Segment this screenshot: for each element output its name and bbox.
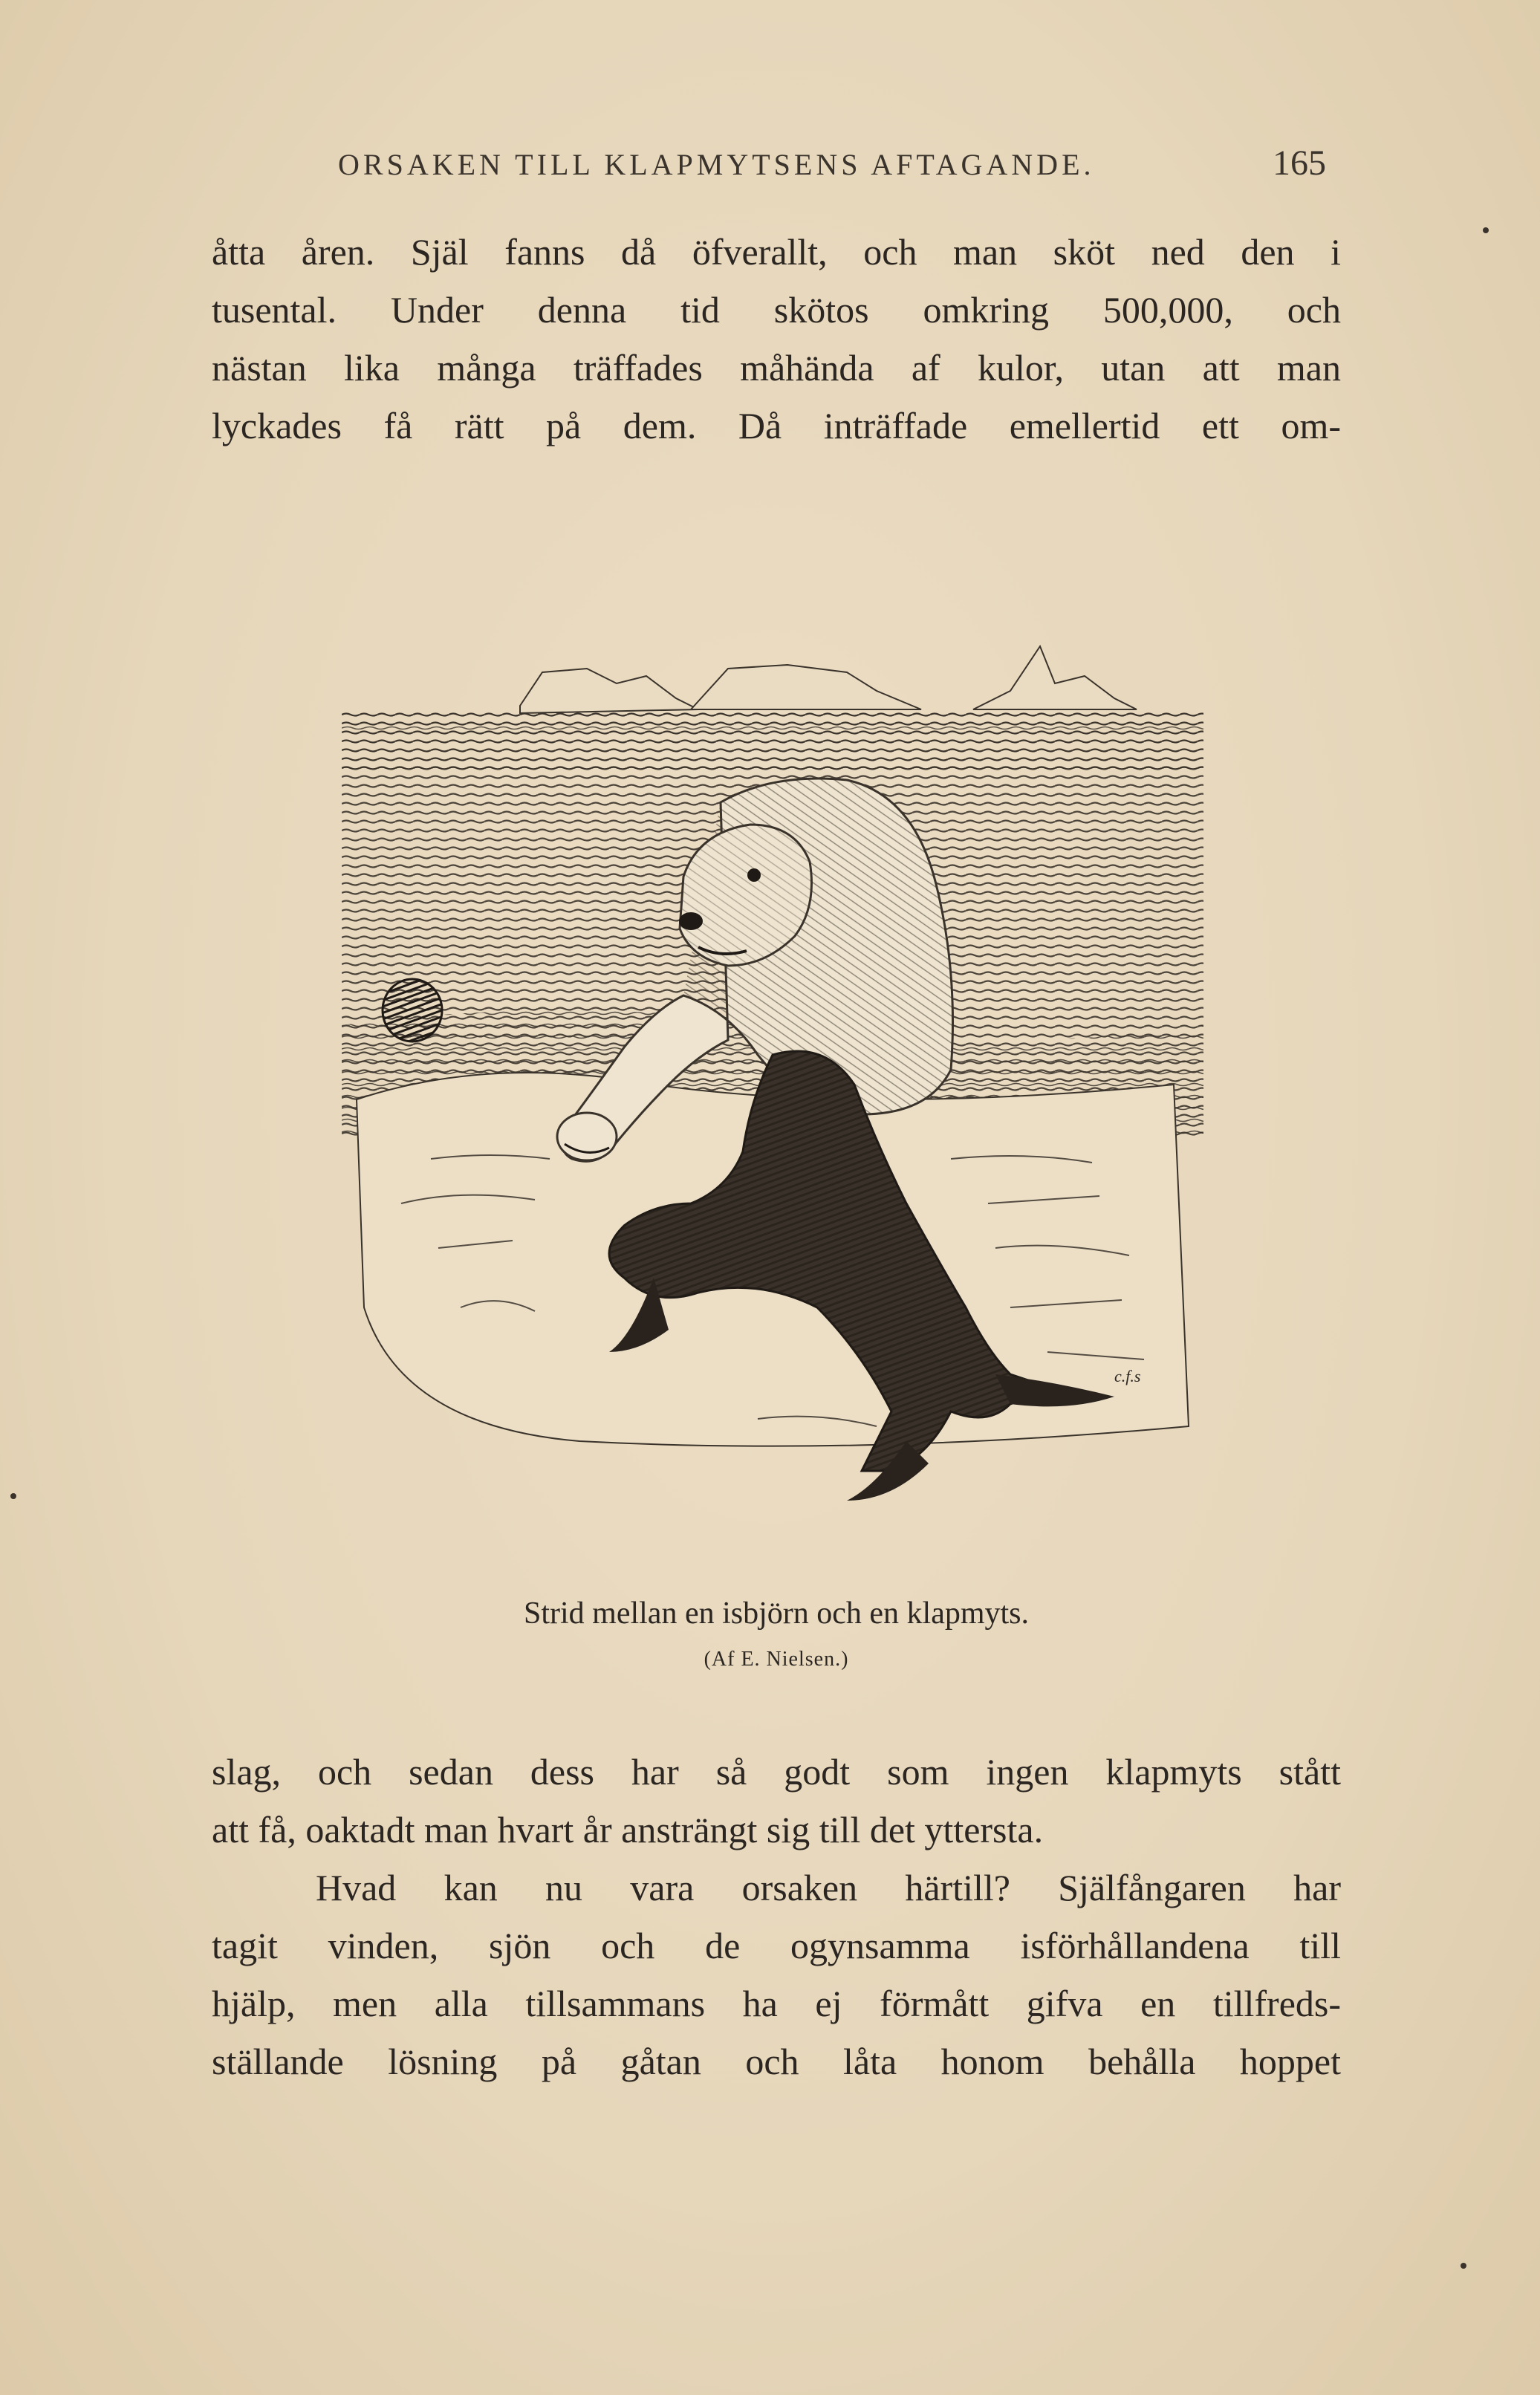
text-line: ställande lösning på gåtan och låta honom behålla hoppet	[212, 2041, 1341, 2082]
text-line: nästan lika många träffades måhända af kulor, utan att man	[212, 347, 1341, 389]
artist-signature: c.f.s	[1114, 1367, 1141, 1385]
text-line: hjälp, men alla tillsammans ha ej förmått gifva en tillfreds-	[212, 1983, 1341, 2024]
top-paragraph	[212, 223, 1341, 455]
page-header	[338, 143, 1326, 192]
illustration-polar-bear-and-hooded-seal	[342, 639, 1203, 1545]
bottom-paragraphs	[212, 1743, 1341, 2090]
sea-horizon	[342, 709, 1203, 769]
text-line: tagit vinden, sjön och de ogynsamma isförhållandena till	[212, 1925, 1341, 1966]
figure-caption: Strid mellan en isbjörn och en klapmyts.	[523, 1596, 1030, 1631]
text-line: Hvad kan nu vara orsaken härtill? Själfångaren har	[316, 1867, 1341, 1908]
text-line: slag, och sedan dess har så godt som ingen klapmyts stått	[212, 1751, 1341, 1793]
paper-speck	[1483, 227, 1489, 233]
figure-credit: (Af E. Nielsen.)	[704, 1648, 849, 1671]
text-line: tusental. Under denna tid skötos omkring 500,000, och	[212, 289, 1341, 331]
seal-head-in-water	[383, 979, 442, 1041]
paper-speck	[10, 1493, 16, 1499]
paper-speck	[1461, 2263, 1466, 2269]
text-line: åtta åren. Själ fanns då öfverallt, och man sköt ned den i	[212, 231, 1341, 273]
iceberg-group	[520, 646, 1137, 713]
text-line: att få, oaktadt man hvart år ansträngt sig till det yttersta.	[212, 1809, 1044, 1850]
text-line: lyckades få rätt på dem. Då inträffade emellertid ett om-	[212, 405, 1341, 446]
page-number: 165	[1273, 143, 1326, 183]
running-title: ORSAKEN TILL KLAPMYTSENS AFTAGANDE.	[338, 148, 1095, 181]
